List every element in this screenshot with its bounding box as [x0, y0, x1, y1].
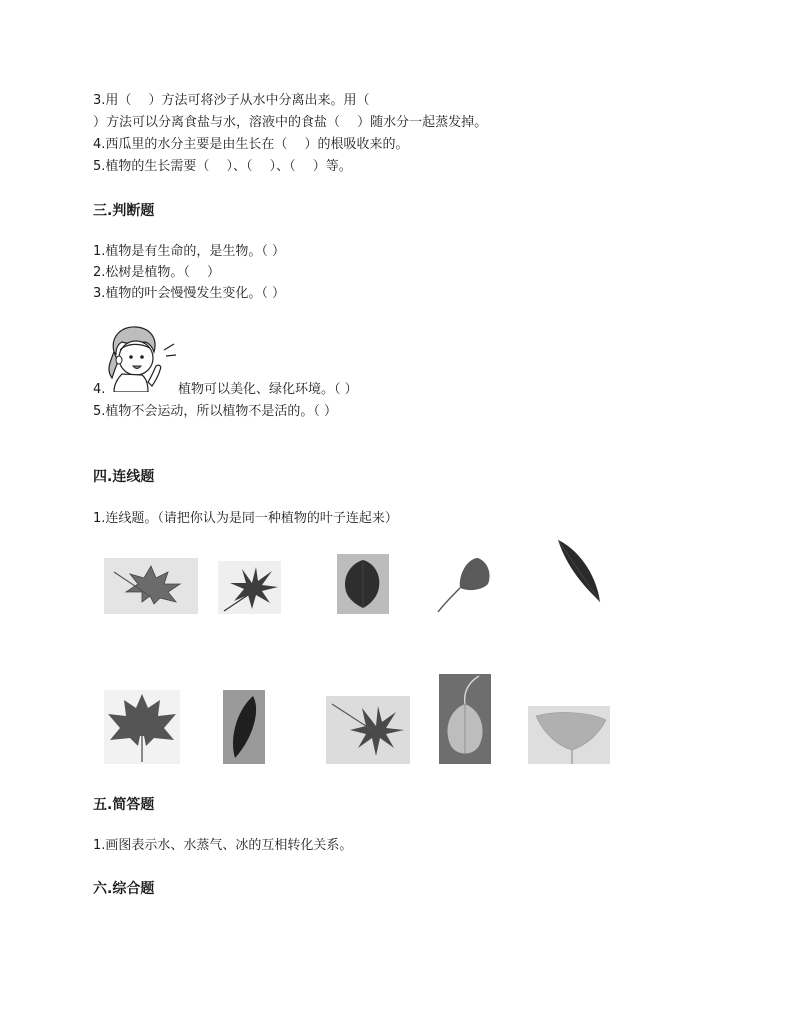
question-3-line-2: ）方法可以分离食盐与水，溶液中的食盐（ ）随水分一起蒸发掉。 [93, 115, 488, 130]
willow-leaf-icon [552, 536, 604, 608]
maple-leaf-icon [104, 558, 198, 614]
judgement-item-1: 1.植物是有生命的，是生物。（ ） [93, 244, 286, 259]
willow-leaf-icon [223, 690, 265, 764]
judgement-item-4-number: 4. [93, 382, 106, 397]
ginkgo-leaf-icon [434, 554, 494, 614]
judgement-item-5: 5.植物不会运动，所以植物不是活的。（ ） [93, 404, 338, 419]
japanese-maple-leaf-icon [218, 561, 281, 614]
poplar-leaf-icon [439, 674, 491, 764]
short-answer-question-1: 1.画图表示水、水蒸气、冰的互相转化关系。 [93, 838, 353, 853]
japanese-maple-leaf-icon [326, 696, 410, 764]
maple-leaf-icon [104, 690, 180, 764]
girl-speaking-icon [104, 322, 178, 392]
section-title-judgement: 三.判断题 [93, 203, 155, 219]
question-5: 5.植物的生长需要（ ）、（ ）、（ ）等。 [93, 159, 352, 174]
judgement-item-3: 3.植物的叶会慢慢发生变化。（ ） [93, 286, 286, 301]
ginkgo-leaf-icon [528, 706, 610, 764]
section-title-comprehensive: 六.综合题 [93, 881, 155, 897]
section-title-short-answer: 五.简答题 [93, 797, 155, 813]
question-3-line-1: 3.用（ ）方法可将沙子从水中分离出来。用（ [93, 93, 370, 108]
poplar-leaf-icon [337, 554, 389, 614]
judgement-item-2: 2.松树是植物。（ ） [93, 265, 221, 280]
matching-question-1: 1.连线题。（请把你认为是同一种植物的叶子连起来） [93, 511, 398, 526]
judgement-item-4: 植物可以美化、绿化环境。（ ） [178, 382, 358, 397]
section-title-matching: 四.连线题 [93, 469, 155, 485]
question-4: 4.西瓜里的水分主要是由生长在（ ）的根吸收来的。 [93, 137, 409, 152]
